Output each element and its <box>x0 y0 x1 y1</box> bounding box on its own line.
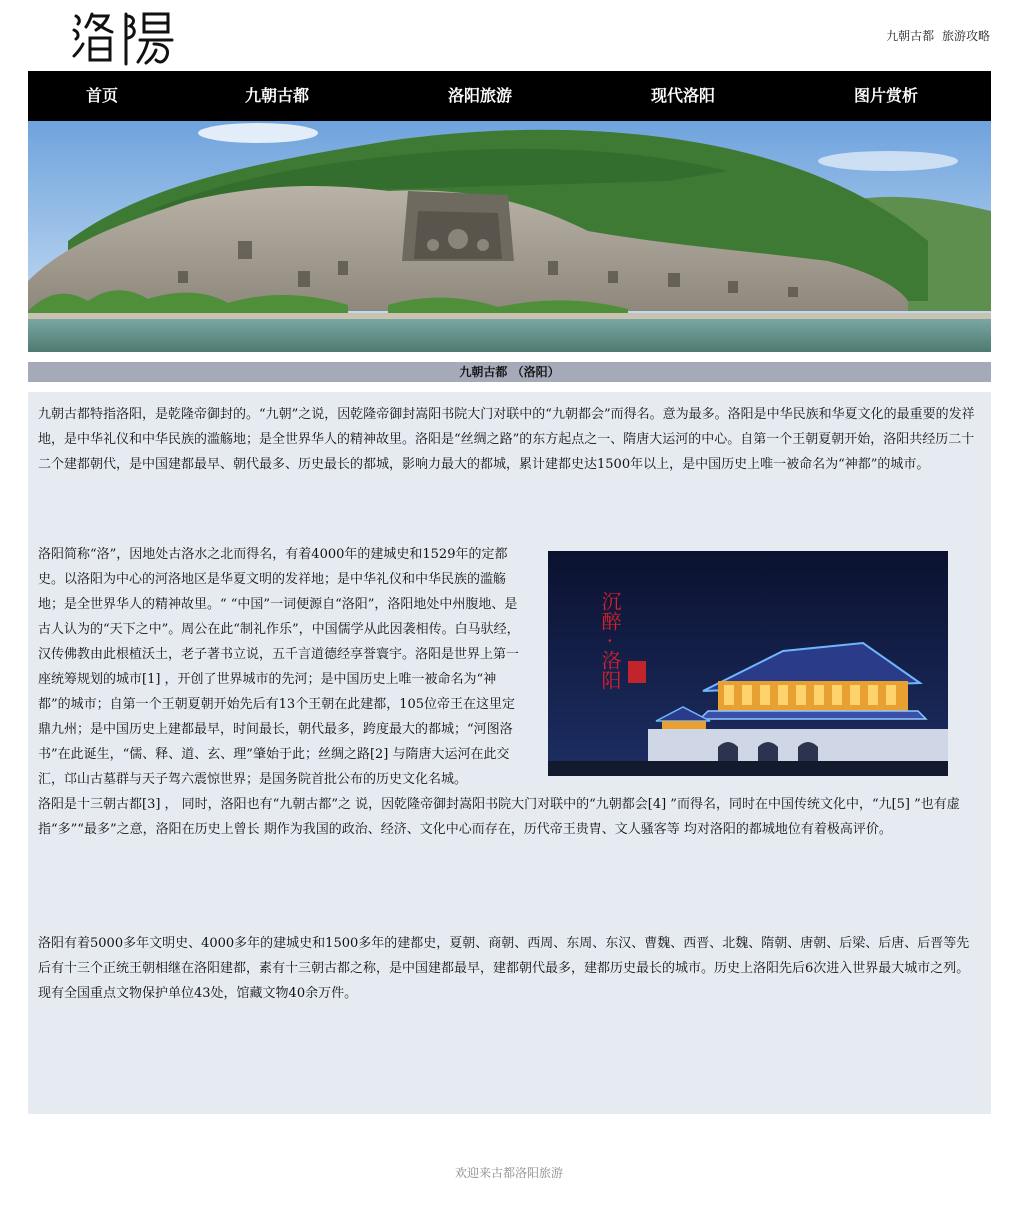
link-jiuchao-gudu[interactable]: 九朝古都 <box>886 29 935 43</box>
paragraph-luoyang-name: 沉醉 · 洛阳 洛阳简称“洛”，因地处古洛水之北而得名，有着4000年的建城史和1529年的定都史。以洛阳为中心的河洛地区是华夏文明的发祥地；是中华礼仪和中华民族的滥觞地；是全世界华人的精神故里。“ “中国”一词便源自“洛阳”，洛阳地处中州腹地、是古人认为的“天下之中”。周公在此“制礼作乐”，中国儒学从此因袭相传。白马驮经，汉传佛教由此根植沃土，老子著书立说，五千言道德经享誉寰宇。洛阳是世界上第一座统筹规划的城市[1] ，开创了世界城市的先河；是中国历史上唯一被命名为“神都”的城市；自第一个王朝夏朝开始先后有13个王朝在此建都，105位帝王在这里定鼎九州；是中国历史上建都最早，时间最长，朝代最多，跨度最大的都城；“河图洛书”在此诞生，“儒、释、道、玄、理”肇始于此；丝绸之路[2] 与隋唐大运河在此交汇，邙山古墓群与天子驾六震惊世界；是国务院首批公布的历史文化名城。 <box>38 542 978 792</box>
banner-image-longmen-grottoes <box>28 121 991 352</box>
photo-seal-stamp <box>628 661 646 683</box>
header-links <box>882 27 990 44</box>
main-nav <box>28 71 991 121</box>
nav-item-home[interactable]: 首页 <box>85 86 118 105</box>
nav-item-tourism[interactable]: 洛阳旅游 <box>447 86 512 105</box>
paragraph-block-history <box>38 542 978 842</box>
paragraph-civilization: 洛阳有着5000多年文明史、4000多年的建城史和1500多年的建都史，夏朝、商朝、西周、东周、东汉、曹魏、西晋、北魏、隋朝、唐朝、后梁、后唐、后晋等先后有十三个正统王朝相继在洛阳建都，素有十三朝古都之称，是中国建都最早，建都朝代最多，建都历史最长的城市。历史上洛阳先后6次进入世界最大城市之列。现有全国重点文物保护单位43处，馆藏文物40余万件。 <box>38 936 970 1001</box>
logo-calligraphy <box>70 8 176 68</box>
photo-night-palace <box>548 551 948 776</box>
site-logo[interactable] <box>70 8 176 68</box>
nav-item-modern-luoyang[interactable]: 现代洛阳 <box>650 86 715 105</box>
paragraph-intro: 九朝古都特指洛阳，是乾隆帝御封的。“九朝”之说，因乾隆帝御封嵩阳书院大门对联中的“九朝都会”而得名。意为最多。洛阳是中华民族和华夏文化的最重要的发祥地，是中华礼仪和中华民族的滥觞地；是全世界华人的精神故里。洛阳是“丝绸之路”的东方起点之一、隋唐大运河的中心。自第一个王朝夏朝开始，洛阳共经历二十二个建都朝代，是中国建都最早、朝代最多、历史最长的都城，影响力最大的都城，累计建都史达1500年以上，是中国历史上唯一被命名为“神都”的城市。 <box>38 407 975 472</box>
link-travel-guide[interactable]: 旅游攻略 <box>941 29 990 43</box>
photo-caption: 沉醉 · 洛阳 <box>598 591 622 691</box>
content-panel <box>28 392 991 1114</box>
footer-text: 欢迎来古都洛阳旅游 <box>454 1166 563 1180</box>
paragraph-thirteen-dynasties: 洛阳是十三朝古都[3] ， 同时，洛阳也有“九朝古都”之 说，因乾隆帝御封嵩阳书院大门对联中的“九朝都会[4] ”而得名，同时在中国传统文化中，“九[5] ”也有虚指“多”“最多”之意，洛阳在历史上曾长 期作为我国的政治、经济、文化中心而存在，历代帝王贵胄、文人骚客等 均对洛阳的都城地位有着极高评价。 <box>38 797 960 837</box>
section-title: 九朝古都 （洛阳） <box>28 362 991 382</box>
nav-item-gallery[interactable]: 图片赏析 <box>853 86 918 105</box>
nav-item-ancient-capital[interactable]: 九朝古都 <box>244 86 309 105</box>
